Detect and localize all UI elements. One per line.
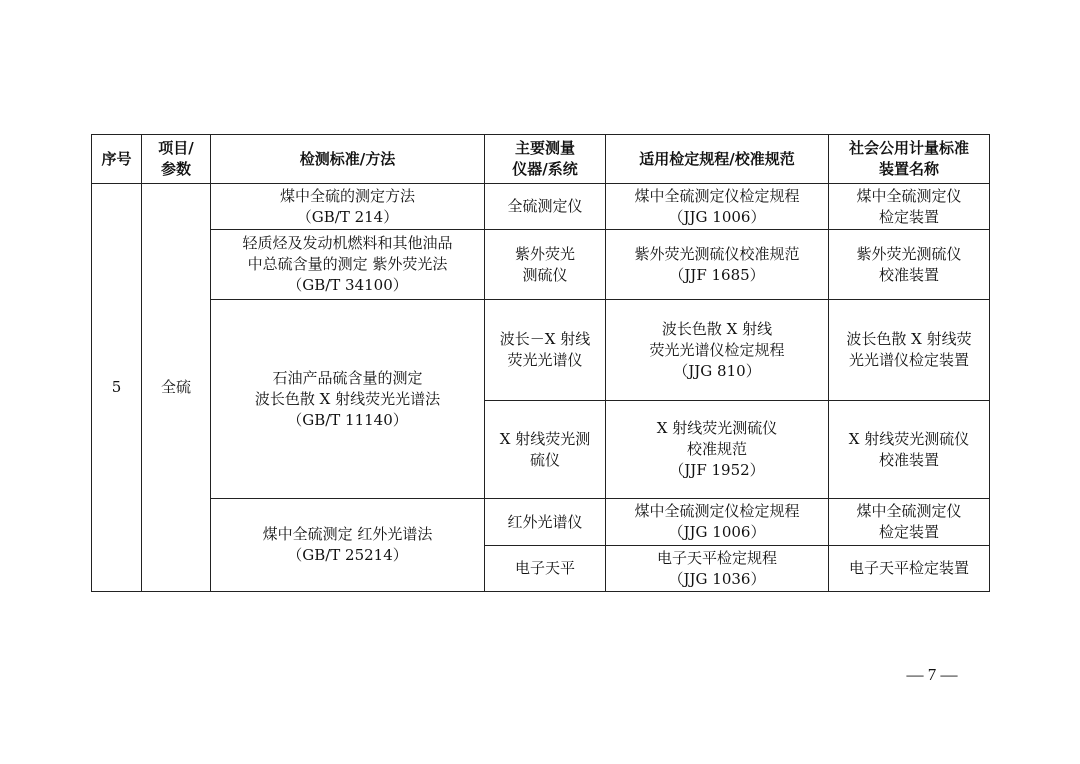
regulation-cell: 紫外荧光测硫仪校准规范 （JJF 1685） — [606, 230, 829, 300]
method-cell: 轻质烃及发动机燃料和其他油品 中总硫含量的测定 紫外荧光法 （GB/T 34100） — [211, 230, 485, 300]
standard-device-cell: 电子天平检定装置 — [829, 546, 990, 592]
parameter-cell: 全硫 — [142, 184, 211, 592]
table-row — [92, 230, 990, 300]
table-row — [92, 184, 990, 230]
regulation-cell: 电子天平检定规程 （JJG 1036） — [606, 546, 829, 592]
standard-device-cell: 煤中全硫测定仪 检定装置 — [829, 184, 990, 230]
instrument-cell: 波长－X 射线 荧光光谱仪 — [485, 300, 606, 401]
method-cell: 煤中全硫的测定方法 （GB/T 214） — [211, 184, 485, 230]
regulation-cell: 煤中全硫测定仪检定规程 （JJG 1006） — [606, 499, 829, 546]
instrument-cell: 紫外荧光 测硫仪 — [485, 230, 606, 300]
header-parameter: 项目/ 参数 — [142, 135, 211, 184]
header-serial: 序号 — [92, 135, 142, 184]
method-cell: 煤中全硫测定 红外光谱法 （GB/T 25214） — [211, 499, 485, 592]
instrument-cell: 红外光谱仪 — [485, 499, 606, 546]
serial-cell: 5 — [92, 184, 142, 592]
standards-table — [91, 134, 990, 592]
instrument-cell: X 射线荧光测 硫仪 — [485, 401, 606, 499]
instrument-cell: 全硫测定仪 — [485, 184, 606, 230]
table-row — [92, 499, 990, 546]
header-method: 检测标准/方法 — [211, 135, 485, 184]
header-row — [92, 135, 990, 184]
method-cell: 石油产品硫含量的测定 波长色散 X 射线荧光光谱法 （GB/T 11140） — [211, 300, 485, 499]
regulation-cell: 波长色散 X 射线 荧光光谱仪检定规程 （JJG 810） — [606, 300, 829, 401]
header-instrument: 主要测量 仪器/系统 — [485, 135, 606, 184]
standard-device-cell: X 射线荧光测硫仪 校准装置 — [829, 401, 990, 499]
standard-device-cell: 煤中全硫测定仪 检定装置 — [829, 499, 990, 546]
page-number: — 7 — — [906, 665, 958, 684]
standard-device-cell: 紫外荧光测硫仪 校准装置 — [829, 230, 990, 300]
header-regulation: 适用检定规程/校准规范 — [606, 135, 829, 184]
instrument-cell: 电子天平 — [485, 546, 606, 592]
table-row — [92, 300, 990, 401]
header-standard-device: 社会公用计量标准 装置名称 — [829, 135, 990, 184]
regulation-cell: X 射线荧光测硫仪 校准规范 （JJF 1952） — [606, 401, 829, 499]
regulation-cell: 煤中全硫测定仪检定规程 （JJG 1006） — [606, 184, 829, 230]
standard-device-cell: 波长色散 X 射线荧 光光谱仪检定装置 — [829, 300, 990, 401]
